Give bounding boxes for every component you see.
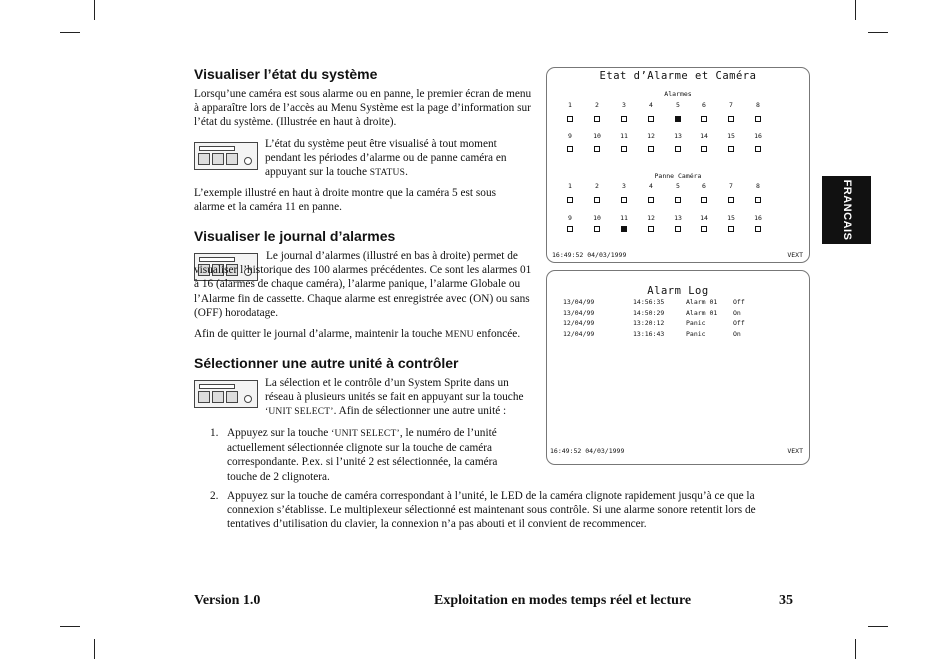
log-state: Off — [733, 298, 745, 306]
log-state: Off — [733, 319, 745, 327]
key-name: MENU — [444, 330, 474, 340]
log-date: 12/04/99 — [563, 319, 595, 327]
keyboard-illustration — [194, 142, 258, 170]
alarm-indicator — [728, 146, 734, 152]
alarm-camera-number: 4 — [649, 101, 653, 109]
language-tab — [822, 176, 871, 244]
log-time: 14:56:35 — [633, 298, 665, 306]
alarm-camera-number: 6 — [702, 101, 706, 109]
status-screen-title: Etat d’Alarme et Caméra — [599, 70, 757, 82]
fault-camera-number: 14 — [700, 214, 708, 222]
fault-camera-number: 9 — [568, 214, 572, 222]
fault-indicator — [621, 197, 627, 203]
log-date: 13/04/99 — [563, 308, 595, 317]
alarm-camera-number: 12 — [647, 132, 655, 140]
alarm-indicator — [728, 116, 734, 122]
alarm-indicator — [648, 116, 654, 122]
fault-camera-number: 15 — [727, 214, 735, 222]
key-name: ‘UNIT SELECT’ — [331, 429, 400, 439]
alarm-indicator — [567, 146, 573, 152]
fault-indicator — [675, 197, 681, 203]
alarm-indicator — [594, 146, 600, 152]
log-date: 13/04/99 — [563, 298, 595, 306]
step-number: 1. — [210, 427, 219, 439]
language-tab-label: FRANCAIS — [840, 179, 853, 241]
crop-mark — [94, 639, 95, 659]
alarm-indicator — [567, 116, 573, 122]
step-text: Appuyez sur la touche de caméra correspondant à l’unité, le LED de la caméra clignote rapidement jusqu’à ce que la connexion s’établisse. Le multiplexeur sélectionné est maintenant sous contrôle. Si une alarme sonore retentit lors de tentatives d’utilisation du clavier, la connexion n’a pas abouti et il convient de recommencer. — [227, 490, 756, 531]
fault-camera-number: 8 — [756, 182, 760, 190]
step-number: 2. — [210, 490, 219, 502]
alarm-camera-number: 16 — [754, 132, 762, 140]
alarm-indicator — [594, 116, 600, 122]
paragraph: L’état du système peut être visualisé à tout moment pendant les périodes d’alarme ou de panne caméra en appuyant sur la touche STATUS. — [265, 138, 507, 179]
fault-camera-number: 16 — [754, 214, 762, 222]
fault-indicator — [648, 226, 654, 232]
section-title-unit-select: Sélectionner une autre unité à contrôler — [194, 355, 459, 371]
log-event: Alarm 01 — [686, 308, 718, 317]
fault-camera-number: 6 — [702, 182, 706, 190]
fault-camera-number: 1 — [568, 182, 572, 190]
alarm-indicator — [701, 146, 707, 152]
alarms-label: Alarmes — [664, 90, 692, 98]
fault-camera-number: 2 — [595, 182, 599, 190]
step-text: Appuyez sur la touche ‘UNIT SELECT’, le numéro de l’unité actuellement sélectionnée clignote sur la touche de caméra correspondante. P.ex. si l’unité 2 est sélectionnée, la caméra touche de 2 clignotera. — [227, 427, 498, 483]
key-name: STATUS — [369, 168, 406, 179]
fault-camera-number: 5 — [676, 182, 680, 190]
alarm-camera-number: 11 — [620, 132, 628, 140]
paragraph: L’exemple illustré en haut à droite montre que la caméra 5 est sous alarme et la caméra 11 en panne. — [194, 187, 496, 214]
alarm-indicator — [701, 116, 707, 122]
log-event: Alarm 01 — [686, 298, 718, 306]
crop-mark — [855, 639, 856, 659]
paragraph: La sélection et le contrôle d’un System Sprite dans un réseau à plusieurs unités se fait en appuyant sur la touche ‘UNIT SELECT’. Afin de sélectionner une autre unité : — [265, 377, 524, 418]
alarm-log-screen — [546, 270, 810, 465]
alarm-indicator — [755, 116, 761, 122]
alarm-log-footer-time: 16:49:52 04/03/1999 — [550, 447, 625, 455]
fault-indicator — [567, 197, 573, 203]
fault-indicator — [728, 226, 734, 232]
paragraph: Le journal d’alarmes (illustré en bas à droite) permet de visualiser l’historique des 100 alarmes précédentes. Ce sont les alarmes 01 à 16 (alarmes de chaque caméra), l’alarme panique, l’alarme Globale ou l’Alarme fin de cassette. Chaque alarme est enregistrée avec (ON) ou sans (OFF) horodatage. — [194, 250, 532, 319]
fault-indicator — [728, 197, 734, 203]
section-title-alarm-log: Visualiser le journal d’alarmes — [194, 228, 396, 244]
log-time: 14:50:29 — [633, 308, 665, 317]
keyboard-illustration — [194, 380, 258, 408]
fault-indicator — [755, 226, 761, 232]
alarm-camera-number: 9 — [568, 132, 572, 140]
fault-indicator — [621, 226, 627, 232]
paragraph: Lorsqu’une caméra est sous alarme ou en panne, le premier écran de menu à apparaître lors de l’accès au Menu Système est la page d’information sur l’état du système. (Illustrée en haut à droite). — [194, 88, 532, 129]
alarm-indicator — [621, 116, 627, 122]
fault-camera-number: 11 — [620, 214, 628, 222]
alarm-indicator — [648, 146, 654, 152]
log-date: 12/04/99 — [563, 329, 595, 338]
fault-label: Panne Caméra — [654, 172, 702, 180]
log-event: Panic — [686, 329, 706, 338]
log-time: 13:16:43 — [633, 329, 665, 338]
crop-mark — [855, 0, 856, 20]
alarm-camera-number: 8 — [756, 101, 760, 109]
log-state: On — [733, 329, 741, 338]
fault-indicator — [755, 197, 761, 203]
alarm-camera-number: 2 — [595, 101, 599, 109]
alarm-indicator — [675, 116, 681, 122]
alarm-camera-number: 5 — [676, 101, 680, 109]
crop-mark — [60, 626, 80, 627]
alarm-log-title: Alarm Log — [647, 285, 709, 297]
log-event: Panic — [686, 319, 706, 327]
fault-indicator — [567, 226, 573, 232]
alarm-indicator — [621, 146, 627, 152]
alarm-camera-number: 10 — [593, 132, 601, 140]
status-footer-time: 16:49:52 04/03/1999 — [552, 251, 627, 259]
section-title-status: Visualiser l’état du système — [194, 66, 378, 82]
fault-camera-number: 3 — [622, 182, 626, 190]
page-number: 35 — [779, 593, 793, 608]
status-footer-brand: VEXT — [787, 251, 803, 259]
alarm-log-footer-brand: VEXT — [787, 447, 803, 455]
fault-indicator — [701, 226, 707, 232]
alarm-camera-number: 7 — [729, 101, 733, 109]
fault-camera-number: 4 — [649, 182, 653, 190]
fault-indicator — [675, 226, 681, 232]
alarm-camera-number: 13 — [674, 132, 682, 140]
crop-mark — [868, 626, 888, 627]
fault-camera-number: 7 — [729, 182, 733, 190]
alarm-camera-number: 3 — [622, 101, 626, 109]
paragraph: Afin de quitter le journal d’alarme, maintenir la touche MENU enfoncée. — [194, 328, 521, 340]
alarm-camera-number: 15 — [727, 132, 735, 140]
alarm-indicator — [755, 146, 761, 152]
fault-indicator — [594, 197, 600, 203]
crop-mark — [868, 32, 888, 33]
fault-indicator — [594, 226, 600, 232]
key-name: ‘UNIT SELECT’ — [265, 407, 334, 418]
fault-indicator — [701, 197, 707, 203]
fault-indicator — [648, 197, 654, 203]
alarm-camera-number: 14 — [700, 132, 708, 140]
log-time: 13:20:12 — [633, 319, 665, 327]
alarm-indicator — [675, 146, 681, 152]
crop-mark — [60, 32, 80, 33]
fault-camera-number: 13 — [674, 214, 682, 222]
alarm-camera-number: 1 — [568, 101, 572, 109]
log-state: On — [733, 308, 741, 317]
status-screen — [546, 67, 810, 263]
footer-chapter: Exploitation en modes temps réel et lecture — [434, 593, 692, 608]
crop-mark — [94, 0, 95, 20]
footer-version: Version 1.0 — [194, 593, 261, 608]
fault-camera-number: 12 — [647, 214, 655, 222]
fault-camera-number: 10 — [593, 214, 601, 222]
